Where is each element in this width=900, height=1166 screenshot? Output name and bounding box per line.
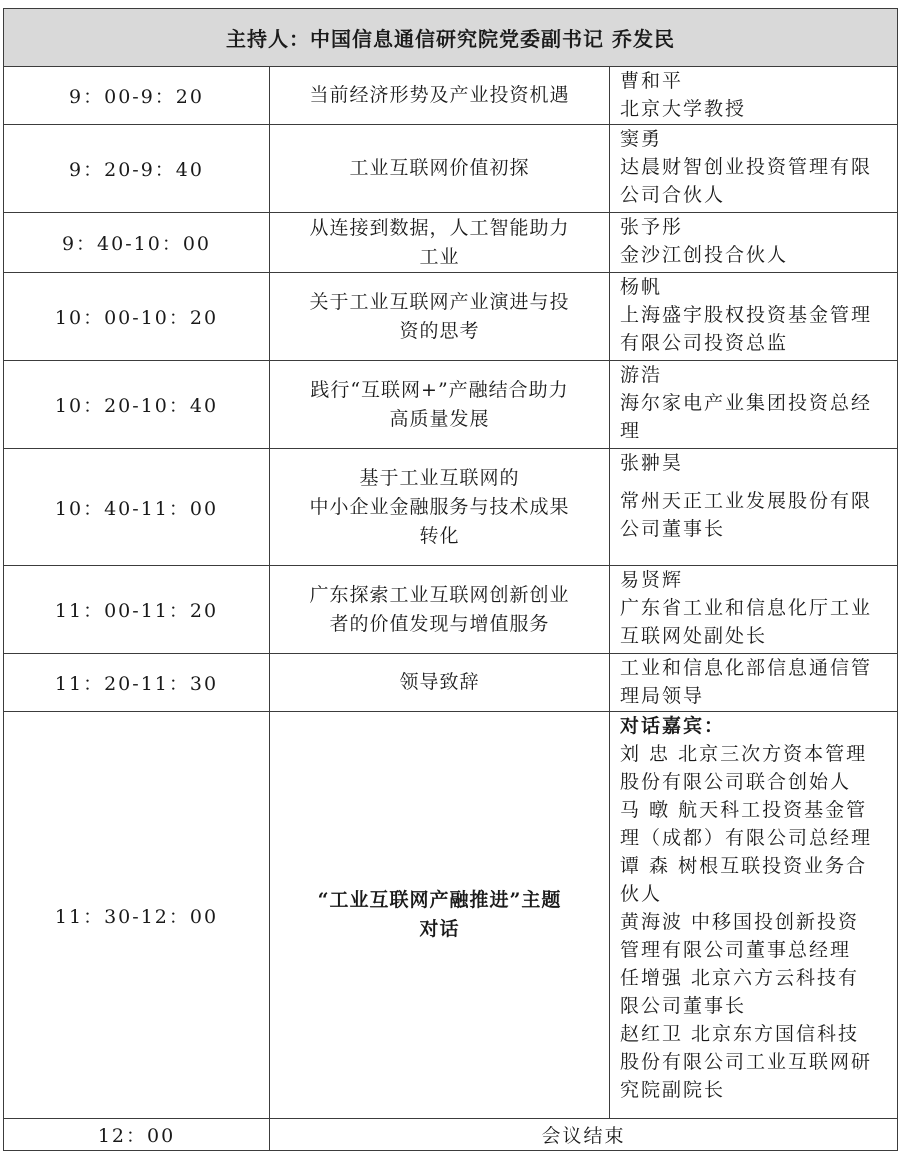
- topic-line: 基于工业互联网的: [359, 466, 520, 489]
- speaker-line: 伙人: [620, 883, 663, 905]
- session-topic: [270, 654, 610, 712]
- session-speaker: [610, 67, 898, 125]
- session-time: 10：00-10：20: [4, 273, 270, 361]
- topic-line: 转化: [419, 524, 460, 547]
- topic-line: 广东探索工业互联网创新创业: [309, 583, 570, 606]
- session-topic: [270, 125, 610, 213]
- session-time: 9：20-9：40: [4, 125, 270, 213]
- speaker-line: 谭 森 树根互联投资业务合: [620, 855, 868, 877]
- topic-line: 中小企业金融服务与技术成果: [309, 495, 570, 518]
- agenda-row: [4, 449, 898, 566]
- speaker-line: 达晨财智创业投资管理有限: [620, 156, 873, 178]
- speaker-line: 张予彤: [620, 216, 684, 238]
- session-speaker: [610, 213, 898, 273]
- speaker-heading: 对话嘉宾：: [620, 715, 726, 737]
- speaker-line: 马 暾 航天科工投资基金管: [620, 799, 868, 821]
- agenda-row: [4, 654, 898, 712]
- agenda-row: [4, 361, 898, 449]
- speaker-line: 互联网处副处长: [620, 625, 768, 647]
- session-topic: [270, 449, 610, 566]
- speaker-line: 金沙江创投合伙人: [620, 244, 789, 266]
- speaker-line: 上海盛宇股权投资基金管理: [620, 304, 873, 326]
- topic-line: “工业互联网产融推进”主题: [317, 889, 562, 911]
- session-time: 11：30-12：00: [4, 712, 270, 1119]
- speaker-line: 北京大学教授: [620, 98, 747, 120]
- agenda-row: [4, 67, 898, 125]
- speaker-line: 游浩: [620, 364, 663, 386]
- topic-line: 践行“互联网+”产融结合助力: [310, 378, 569, 401]
- end-row: [4, 1119, 898, 1151]
- speaker-line: 股份有限公司联合创始人: [620, 771, 852, 793]
- session-topic: [270, 712, 610, 1119]
- speaker-line: 曹和平: [620, 70, 684, 92]
- session-speaker: [610, 712, 898, 1119]
- speaker-line: 任增强 北京六方云科技有: [620, 967, 860, 989]
- speaker-line: 窦勇: [620, 128, 663, 150]
- speaker-line: 张翀昊: [620, 452, 684, 474]
- topic-line: 对话: [419, 918, 460, 940]
- speaker-line: 工业和信息化部信息通信管: [620, 657, 873, 679]
- session-topic: [270, 566, 610, 654]
- speaker-line: 海尔家电产业集团投资总经: [620, 392, 873, 414]
- session-time: 11：00-11：20: [4, 566, 270, 654]
- session-speaker: [610, 566, 898, 654]
- session-speaker: [610, 361, 898, 449]
- agenda-table: [3, 8, 898, 1151]
- agenda-row: [4, 213, 898, 273]
- speaker-line: 有限公司投资总监: [620, 332, 789, 354]
- speaker-line: 管理有限公司董事总经理: [620, 939, 852, 961]
- speaker-line: 究院副院长: [620, 1079, 726, 1101]
- speaker-line: 广东省工业和信息化厅工业: [620, 597, 873, 619]
- session-speaker: [610, 654, 898, 712]
- session-speaker: [610, 273, 898, 361]
- agenda-row: [4, 566, 898, 654]
- session-topic: [270, 67, 610, 125]
- speaker-line: 理: [620, 420, 642, 442]
- topic-line: 领导致辞: [399, 671, 480, 693]
- speaker-line: 杨帆: [620, 276, 663, 298]
- host-row: [4, 9, 898, 67]
- agenda-row: [4, 273, 898, 361]
- topic-line: 高质量发展: [389, 407, 490, 430]
- agenda-row: [4, 712, 898, 1119]
- speaker-line: 理局领导: [620, 685, 705, 707]
- topic-line: 资的思考: [399, 319, 480, 342]
- topic-line: 工业互联网价值初探: [349, 157, 530, 179]
- agenda-sheet: [3, 8, 897, 1156]
- speaker-line: 限公司董事长: [620, 995, 747, 1017]
- agenda-row: [4, 125, 898, 213]
- session-time: 9：00-9：20: [4, 67, 270, 125]
- topic-line: 者的价值发现与增值服务: [329, 612, 550, 635]
- session-time: 10：40-11：00: [4, 449, 270, 566]
- topic-line: 工业: [419, 245, 460, 268]
- session-topic: [270, 361, 610, 449]
- session-time: 11：20-11：30: [4, 654, 270, 712]
- speaker-line: 公司合伙人: [620, 184, 726, 206]
- speaker-line: 股份有限公司工业互联网研: [620, 1051, 873, 1073]
- session-time: 10：20-10：40: [4, 361, 270, 449]
- speaker-line: 易贤辉: [620, 569, 684, 591]
- speaker-line: 赵红卫 北京东方国信科技: [620, 1023, 860, 1045]
- session-speaker: [610, 125, 898, 213]
- speaker-line: 黄海波 中移国投创新投资: [620, 911, 860, 933]
- end-label: 会议结束: [270, 1119, 898, 1151]
- speaker-line: 刘 忠 北京三次方资本管理: [620, 743, 868, 765]
- session-speaker: [610, 449, 898, 566]
- session-topic: [270, 273, 610, 361]
- speaker-line: 公司董事长: [620, 518, 726, 540]
- speaker-line: 理（成都）有限公司总经理: [620, 827, 873, 849]
- session-time: 9：40-10：00: [4, 213, 270, 273]
- topic-line: 关于工业互联网产业演进与投: [309, 290, 570, 313]
- host-line: 主持人：中国信息通信研究院党委副书记 乔发民: [4, 9, 898, 67]
- topic-line: 当前经济形势及产业投资机遇: [309, 84, 570, 106]
- session-topic: [270, 213, 610, 273]
- topic-line: 从连接到数据，人工智能助力: [309, 216, 570, 239]
- end-time: 12：00: [4, 1119, 270, 1151]
- speaker-gap: [620, 477, 891, 487]
- speaker-line: 常州天正工业发展股份有限: [620, 490, 873, 512]
